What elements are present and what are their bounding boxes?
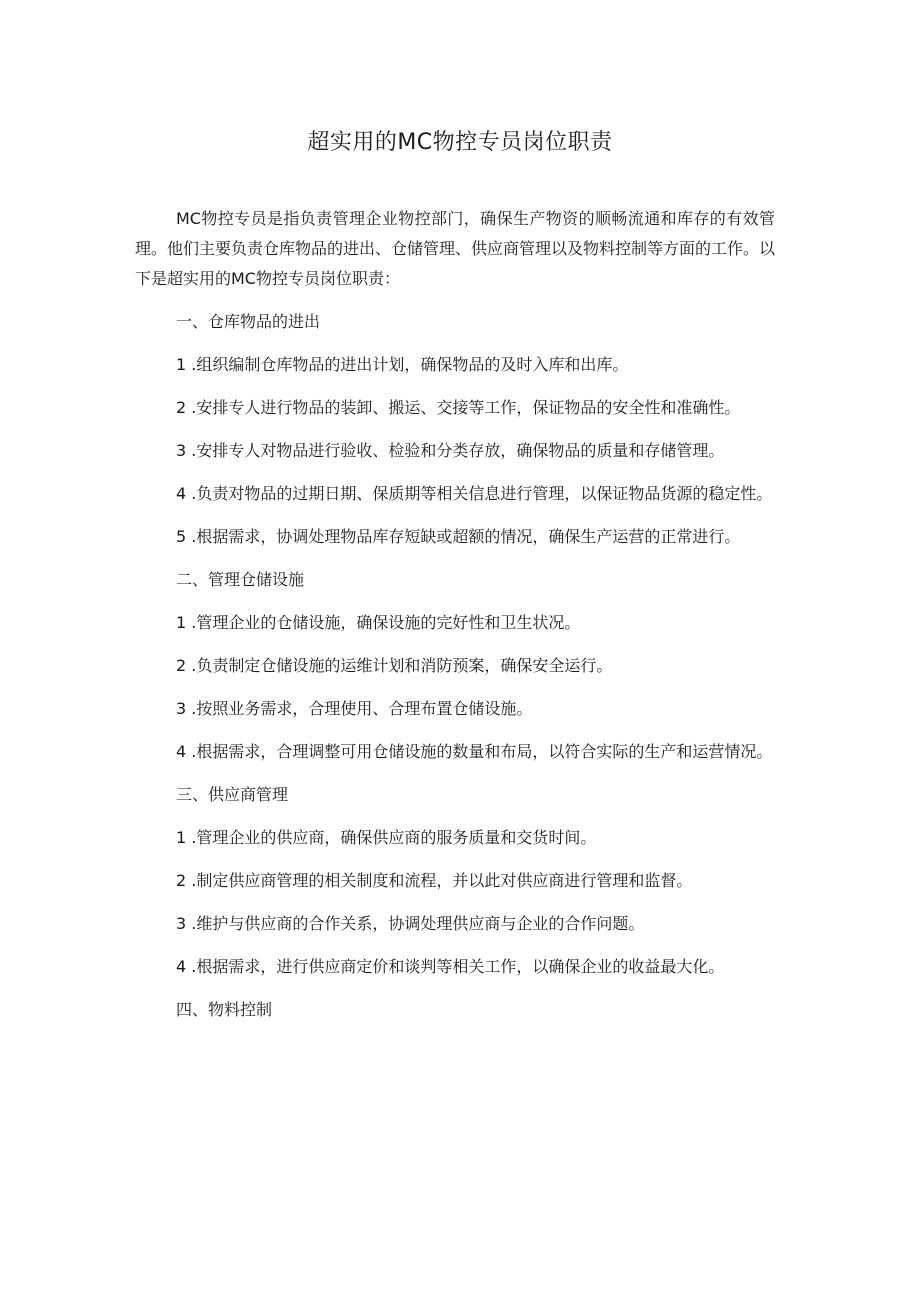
section-heading: 四、物料控制: [176, 1000, 273, 1019]
list-item: 3 .按照业务需求，合理使用、合理布置仓储设施。: [176, 699, 533, 718]
list-item: 4 .负责对物品的过期日期、保质期等相关信息进行管理，以保证物品货源的稳定性。: [176, 484, 773, 503]
document-body: [135, 204, 775, 1025]
list-item: 1 .管理企业的仓储设施，确保设施的完好性和卫生状况。: [176, 613, 581, 632]
section-heading: 一、仓库物品的进出: [176, 312, 321, 331]
list-item: 4 .根据需求，进行供应商定价和谈判等相关工作，以确保企业的收益最大化。: [176, 957, 725, 976]
list-item: 5 .根据需求，协调处理物品库存短缺或超额的情况，确保生产运营的正常进行。: [176, 527, 741, 546]
list-item: 3 .安排专人对物品进行验收、检验和分类存放，确保物品的质量和存储管理。: [176, 441, 725, 460]
section-heading: 二、管理仓储设施: [176, 570, 305, 589]
list-item: 2 .负责制定仓储设施的运维计划和消防预案，确保安全运行。: [176, 656, 613, 675]
document-title: 超实用的MC物控专员岗位职责: [307, 130, 613, 155]
list-item: 1 .管理企业的供应商，确保供应商的服务质量和交货时间。: [176, 828, 597, 847]
intro-paragraph: MC物控专员是指负责管理企业物控部门，确保生产物资的顺畅流通和库存的有效管理。他们主要负责仓库物品的进出、仓储管理、供应商管理以及物料控制等方面的工作。以下是超实用的MC物控专员岗位职责：: [135, 209, 776, 288]
list-item: 2 .安排专人进行物品的装卸、搬运、交接等工作，保证物品的安全性和准确性。: [176, 398, 741, 417]
list-item: 4 .根据需求，合理调整可用仓储设施的数量和布局，以符合实际的生产和运营情况。: [176, 742, 773, 761]
list-item: 2 .制定供应商管理的相关制度和流程，并以此对供应商进行管理和监督。: [176, 871, 693, 890]
list-item: 3 .维护与供应商的合作关系，协调处理供应商与企业的合作问题。: [176, 914, 645, 933]
section-heading: 三、供应商管理: [176, 785, 289, 804]
list-item: 1 .组织编制仓库物品的进出计划，确保物品的及时入库和出库。: [176, 355, 629, 374]
